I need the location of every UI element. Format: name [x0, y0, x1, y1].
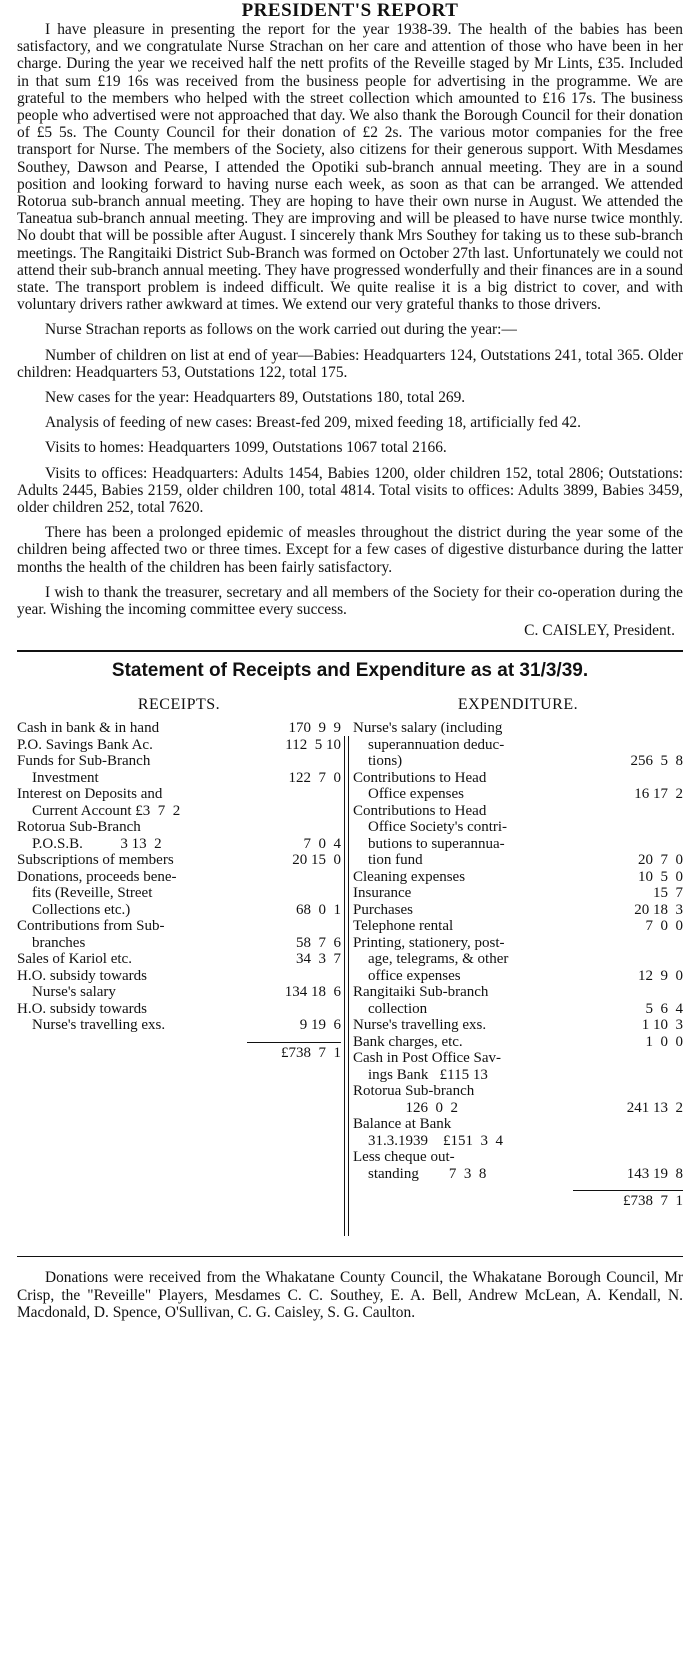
ledger-amount: 20 7 0	[638, 852, 683, 869]
ledger-label: H.O. subsidy towards	[17, 967, 147, 984]
ledger-row	[353, 1083, 683, 1100]
ledger-row	[17, 935, 341, 952]
ledger-amount: 68 0 1	[296, 901, 341, 918]
report-paragraph: Nurse Strachan reports as follows on the work carried out during the year:—	[45, 321, 517, 339]
ledger-row	[17, 852, 341, 869]
ledger-row	[353, 1017, 683, 1034]
ledger-row	[17, 737, 341, 754]
ledger-amount: 20 15 0	[292, 852, 341, 869]
ledger-row	[17, 770, 341, 787]
receipts-total	[247, 1042, 341, 1062]
ledger-row	[353, 1100, 683, 1117]
ledger-row	[353, 1133, 683, 1150]
ledger-amount: 256 5 8	[630, 753, 683, 770]
ledger-label: tions)	[353, 753, 403, 770]
ledger-label: Cash in Post Office Sav-	[353, 1050, 502, 1067]
ledger-row	[17, 984, 341, 1001]
ledger-label: Printing, stationery, post-	[353, 934, 505, 951]
ledger-label: Nurse's salary (including	[353, 720, 503, 737]
ledger-row	[353, 951, 683, 968]
ledger-amount	[587, 1149, 683, 1166]
ledger-amount	[587, 984, 683, 1001]
ledger-label: 126 0 2	[353, 1099, 458, 1116]
ledger-label: Balance at Bank	[353, 1116, 452, 1133]
expenditure-total-amount: £738 7 1	[623, 1193, 683, 1210]
report-paragraph: Visits to homes: Headquarters 1099, Outstations 1067 total 2166.	[45, 439, 447, 457]
ledger-amount	[587, 1067, 683, 1084]
ledger-label: Less cheque out-	[353, 1149, 455, 1166]
ledger-amount: 170 9 9	[288, 720, 341, 737]
ledger-row	[353, 1034, 683, 1051]
ledger-label: P.O.S.B. 3 13 2	[17, 835, 162, 852]
expenditure-column	[347, 696, 683, 1248]
ledger-row	[353, 1001, 683, 1018]
report-paragraph: I wish to thank the treasurer, secretary and all members of the Society for their co-operation during the year. Wishing the incoming committee every success.	[17, 583, 683, 619]
receipts-column	[17, 696, 347, 1248]
ledger-label: age, telegrams, & other	[353, 951, 509, 968]
ledger-row	[353, 737, 683, 754]
ledger-row	[17, 951, 341, 968]
ledger-amount	[587, 720, 683, 737]
expenditure-heading: EXPENDITURE.	[457, 696, 579, 714]
ledger-amount	[587, 1083, 683, 1100]
ledger-label: P.O. Savings Bank Ac.	[17, 736, 153, 753]
ledger-label: collection	[353, 1000, 428, 1017]
ledger-amount	[587, 737, 683, 754]
ledger-amount: 10 5 0	[638, 868, 683, 885]
ledger-label: Sales of Kariol etc.	[17, 951, 132, 968]
section-divider	[17, 650, 683, 652]
ledger-label: Rotorua Sub-Branch	[17, 819, 141, 836]
ledger-label: Subscriptions of members	[17, 852, 174, 869]
ledger-row	[353, 1116, 683, 1133]
ledger-amount	[249, 968, 341, 985]
ledger-amount: 12 9 0	[638, 967, 683, 984]
ledger-amount: 58 7 6	[296, 934, 341, 951]
ledger-amount: 7 0 4	[303, 835, 341, 852]
ledger-label: office expenses	[353, 967, 461, 984]
ledger-amount	[587, 803, 683, 820]
ledger-amount: 15 7	[653, 885, 683, 902]
ledger-amount	[249, 885, 341, 902]
ledger-row	[17, 753, 341, 770]
receipts-rows	[17, 720, 341, 1034]
ledger-label: H.O. subsidy towards	[17, 1000, 147, 1017]
ledger-label: Telephone rental	[353, 918, 454, 935]
ledger-amount	[249, 1001, 341, 1018]
ledger-row	[17, 869, 341, 886]
ledger-amount: 5 6 4	[645, 1000, 683, 1017]
ledger-amount: 1 0 0	[645, 1033, 683, 1050]
ledger-row	[353, 1149, 683, 1166]
ledger-amount: 241 13 2	[626, 1099, 683, 1116]
ledger-row	[17, 786, 341, 803]
ledger-row	[353, 918, 683, 935]
ledger-row	[353, 803, 683, 820]
ledger-row	[17, 720, 341, 737]
ledger-row	[17, 819, 341, 836]
ledger-label: Contributions from Sub-	[17, 918, 165, 935]
receipts-heading: RECEIPTS.	[137, 696, 221, 714]
ledger-amount	[587, 1050, 683, 1067]
ledger-amount	[587, 819, 683, 836]
ledger-amount	[249, 819, 341, 836]
ledger-row	[17, 885, 341, 902]
ledger-amount	[587, 935, 683, 952]
ledger-row	[353, 968, 683, 985]
ledger-amount: 16 17 2	[634, 786, 683, 803]
ledger-amount	[249, 918, 341, 935]
ledger-amount	[249, 869, 341, 886]
ledger-amount	[249, 786, 341, 803]
ledger-label: Rangitaiki Sub-branch	[353, 984, 489, 1001]
ledger-label: Collections etc.)	[17, 901, 131, 918]
ledger-amount	[249, 753, 341, 770]
ledger-amount	[587, 951, 683, 968]
president-signature: C. CAISLEY, President.	[524, 622, 675, 640]
ledger-row	[17, 968, 341, 985]
ledger-amount	[587, 770, 683, 787]
report-paragraph: Visits to offices: Headquarters: Adults 1454, Babies 1200, older children 152, total 2806; Outstations: Adults 2445, Babies 2159, older children 100, total 4814. Total visits to offices: Adults 3899, Babies 3459, older children 252, total 7620.	[17, 464, 683, 517]
ledger-label: standing 7 3 8	[353, 1165, 487, 1182]
ledger-amount: 9 19 6	[299, 1017, 341, 1034]
ledger-row	[353, 753, 683, 770]
ledger-label: Interest on Deposits and	[17, 786, 163, 803]
ledger-label: fits (Reveille, Street	[17, 885, 153, 902]
ledger-row	[353, 1166, 683, 1183]
ledger-row	[353, 819, 683, 836]
ledger-amount: 1 10 3	[641, 1017, 683, 1034]
ledger-label: Contributions to Head	[353, 769, 487, 786]
statement-title: Statement of Receipts and Expenditure as at 31/3/39.	[111, 660, 589, 682]
ledger-label: Donations, proceeds bene-	[17, 868, 177, 885]
ledger-amount: 112 5 10	[285, 736, 341, 753]
ledger-row	[353, 984, 683, 1001]
ledger-label: Nurse's travelling exs.	[17, 1017, 166, 1034]
report-paragraph: There has been a prolonged epidemic of measles throughout the district during the year some of the children being affected two or three times. Except for a few cases of digestive disturbance during the latter months the health of the children has been fairly satisfactory.	[17, 524, 683, 576]
ledger-amount: 7 0 0	[645, 918, 683, 935]
report-paragraph: Number of children on list at end of year—Babies: Headquarters 124, Outstations 241, total 365. Older children: Headquarters 53, Outstations 122, total 175.	[17, 346, 683, 381]
ledger-label: Office Society's contri-	[353, 819, 508, 836]
expenditure-rows	[353, 720, 683, 1182]
ledger-row	[353, 1050, 683, 1067]
ledger-label: Rotorua Sub-branch	[353, 1083, 475, 1100]
report-title: PRESIDENT'S REPORT	[241, 0, 459, 21]
expenditure-total	[573, 1190, 683, 1210]
ledger-row	[353, 786, 683, 803]
ledger-label: superannuation deduc-	[353, 736, 505, 753]
report-paragraph: Analysis of feeding of new cases: Breast-fed 209, mixed feeding 18, artificially fed 42.	[45, 414, 581, 432]
ledger-label: Cash in bank & in hand	[17, 720, 160, 737]
receipts-total-amount: £738 7 1	[281, 1044, 341, 1061]
ledger-label: Nurse's salary	[17, 984, 116, 1001]
ledger-label: butions to superannua-	[353, 835, 505, 852]
ledger-amount: 122 7 0	[288, 769, 341, 786]
ledger-label: Current Account £3 7 2	[17, 802, 181, 819]
donations-note: Donations were received from the Whakatane County Council, the Whakatane Borough Council, Mr Crisp, the "Reveille" Players, Mesdames C. C. Southey, E. A. Bell, Andrew McLean, A. Kendall, N. Macdonald, D. Spence, O'Sullivan, C. G. Caisley, S. G. Caulton.	[17, 1269, 683, 1321]
ledger-row	[353, 852, 683, 869]
ledger-row	[353, 836, 683, 853]
column-divider	[344, 736, 349, 1236]
ledger-label: Funds for Sub-Branch	[17, 753, 151, 770]
ledger-row	[353, 869, 683, 886]
ledger-label: Contributions to Head	[353, 802, 487, 819]
statement-columns	[17, 696, 683, 1248]
ledger-label: Nurse's travelling exs.	[353, 1017, 487, 1034]
ledger-label: branches	[17, 934, 86, 951]
ledger-label: Bank charges, etc.	[353, 1033, 463, 1050]
ledger-amount	[587, 836, 683, 853]
ledger-row	[353, 885, 683, 902]
ledger-row	[17, 1017, 341, 1034]
ledger-label: Office expenses	[353, 786, 464, 803]
ledger-label: Insurance	[353, 885, 412, 902]
section-divider	[17, 1256, 683, 1257]
ledger-label: tion fund	[353, 852, 423, 869]
ledger-row	[17, 902, 341, 919]
report-paragraph: I have pleasure in presenting the report for the year 1938-39. The health of the babies has been satisfactory, and we congratulate Nurse Strachan on her care and attention of those who have been in her charge. During the year we received half the nett profits of the Reveille staged by Mr Lints, £35. Included in that sum £19 16s was received from the business people for advertising in the programme. We are grateful to the members who helped with the street collection which amounted to £16 17s. The business people who advertised were not approached that day. We also thank the Borough Council for their donation of £5 5s. The County Council for their donation of £2 2s. The various motor companies for the free transport for Nurse. The members of the Society, also citizens for their generous support. With Mesdames Southey, Dawson and Pearse, I attended the Opotiki sub-branch annual meeting. They are in a sound position and looking forward to having nurse each week, as soon as that can be arranged. We attended Rotorua sub-branch annual meeting. They are hoping to have their own nurse in August. We attended the Taneatua sub-branch annual meeting. They are improving and will be pleased to have nurse twice monthly. No doubt that will be possible after August. I sincerely thank Mrs Southey for taking us to these sub-branch meetings. The Rangitaiki District Sub-Branch was formed on October 27th last. Unfortunately we could not attend their sub-branch annual meeting. They have progressed wonderfully and their finances are in a sound state. The transport problem is indeed difficult. We quite realise it is a big district to cover, and with voluntary drivers rather awkward at times. We extend our very grateful thanks to those drivers.	[17, 21, 683, 314]
ledger-amount: 143 19 8	[626, 1165, 683, 1182]
ledger-row	[17, 918, 341, 935]
ledger-amount: 20 18 3	[634, 901, 683, 918]
ledger-label: ings Bank £115 13	[353, 1066, 488, 1083]
ledger-label: Cleaning expenses	[353, 868, 466, 885]
ledger-row	[353, 770, 683, 787]
ledger-row	[17, 1001, 341, 1018]
ledger-amount: 34 3 7	[296, 951, 341, 968]
ledger-amount	[249, 803, 341, 820]
ledger-label: 31.3.1939 £151 3 4	[353, 1132, 503, 1149]
ledger-label: Purchases	[353, 901, 413, 918]
ledger-row	[353, 1067, 683, 1084]
ledger-label: Investment	[17, 769, 99, 786]
ledger-row	[353, 935, 683, 952]
ledger-row	[17, 836, 341, 853]
ledger-amount	[587, 1116, 683, 1133]
report-paragraph: New cases for the year: Headquarters 89, Outstations 180, total 269.	[45, 389, 466, 407]
ledger-amount	[587, 1133, 683, 1150]
ledger-row	[353, 720, 683, 737]
ledger-amount: 134 18 6	[284, 984, 341, 1001]
ledger-row	[353, 902, 683, 919]
ledger-row	[17, 803, 341, 820]
